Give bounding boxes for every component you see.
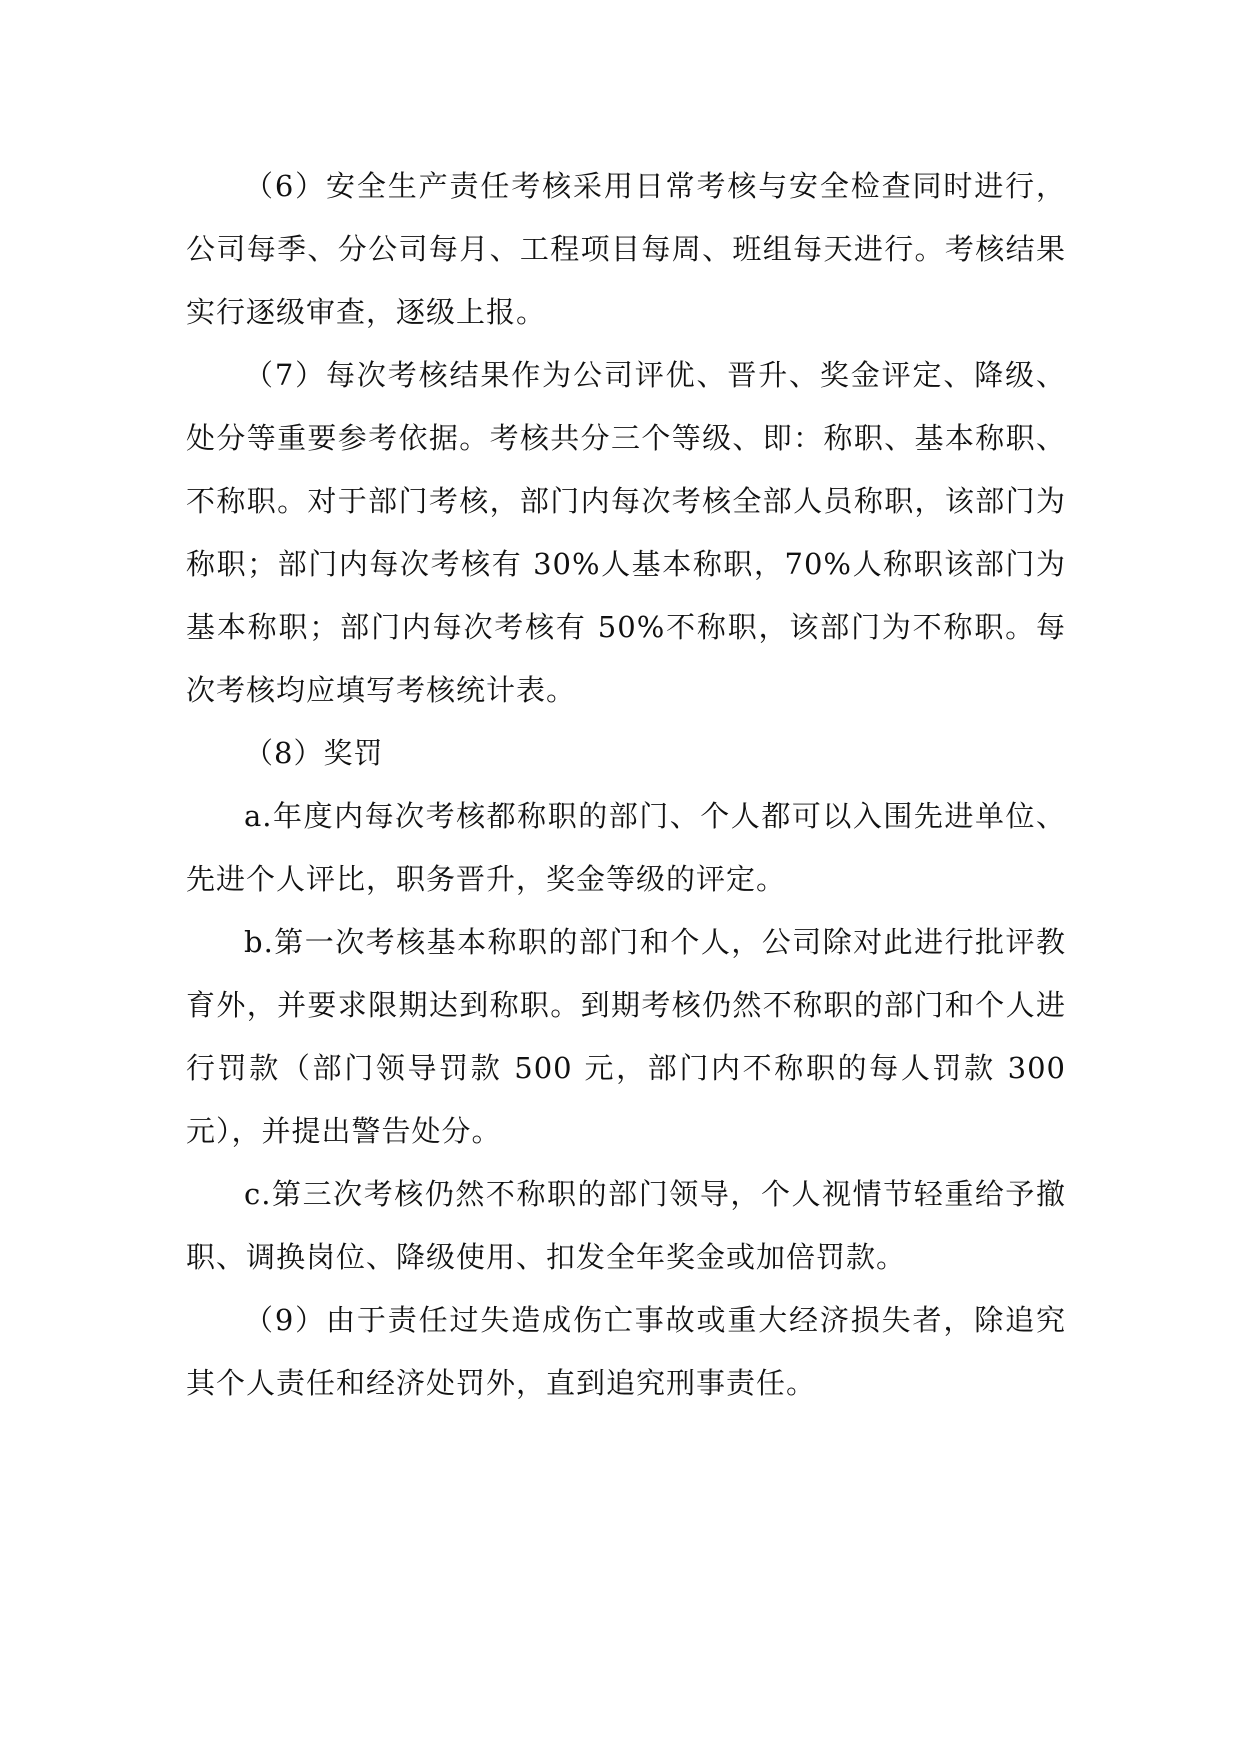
paragraph-6-assessment-method: （6）安全生产责任考核采用日常考核与安全检查同时进行，公司每季、分公司每月、工程项目每周、班组每天进行。考核结果实行逐级审查，逐级上报。 — [186, 169, 1066, 329]
paragraph-8a-rewards: a.年度内每次考核都称职的部门、个人都可以入围先进单位、先进个人评比，职务晋升，奖金等级的评定。 — [186, 799, 1066, 896]
document-body — [186, 155, 1066, 1415]
paragraph-7-assessment-results: （7）每次考核结果作为公司评优、晋升、奖金评定、降级、处分等重要参考依据。考核共分三个等级、即：称职、基本称职、不称职。对于部门考核，部门内每次考核全部人员称职，该部门为称职；部门内每次考核有 30%人基本称职，70%人称职该部门为基本称职；部门内每次考核有 50%不称职，该部门为不称职。每次考核均应填写考核统计表。 — [186, 358, 1066, 707]
paragraph-8b-first-assessment: b.第一次考核基本称职的部门和个人，公司除对此进行批评教育外，并要求限期达到称职。到期考核仍然不称职的部门和个人进行罚款（部门领导罚款 500 元，部门内不称职的每人罚款 300 元），并提出警告处分。 — [186, 925, 1066, 1148]
paragraph-8-rewards-penalties-heading: （8）奖罚 — [244, 736, 384, 770]
paragraph-8c-third-assessment: c.第三次考核仍然不称职的部门领导，个人视情节轻重给予撤职、调换岗位、降级使用、扣发全年奖金或加倍罚款。 — [186, 1177, 1066, 1274]
paragraph-9-liability: （9）由于责任过失造成伤亡事故或重大经济损失者，除追究其个人责任和经济处罚外，直到追究刑事责任。 — [186, 1303, 1066, 1400]
